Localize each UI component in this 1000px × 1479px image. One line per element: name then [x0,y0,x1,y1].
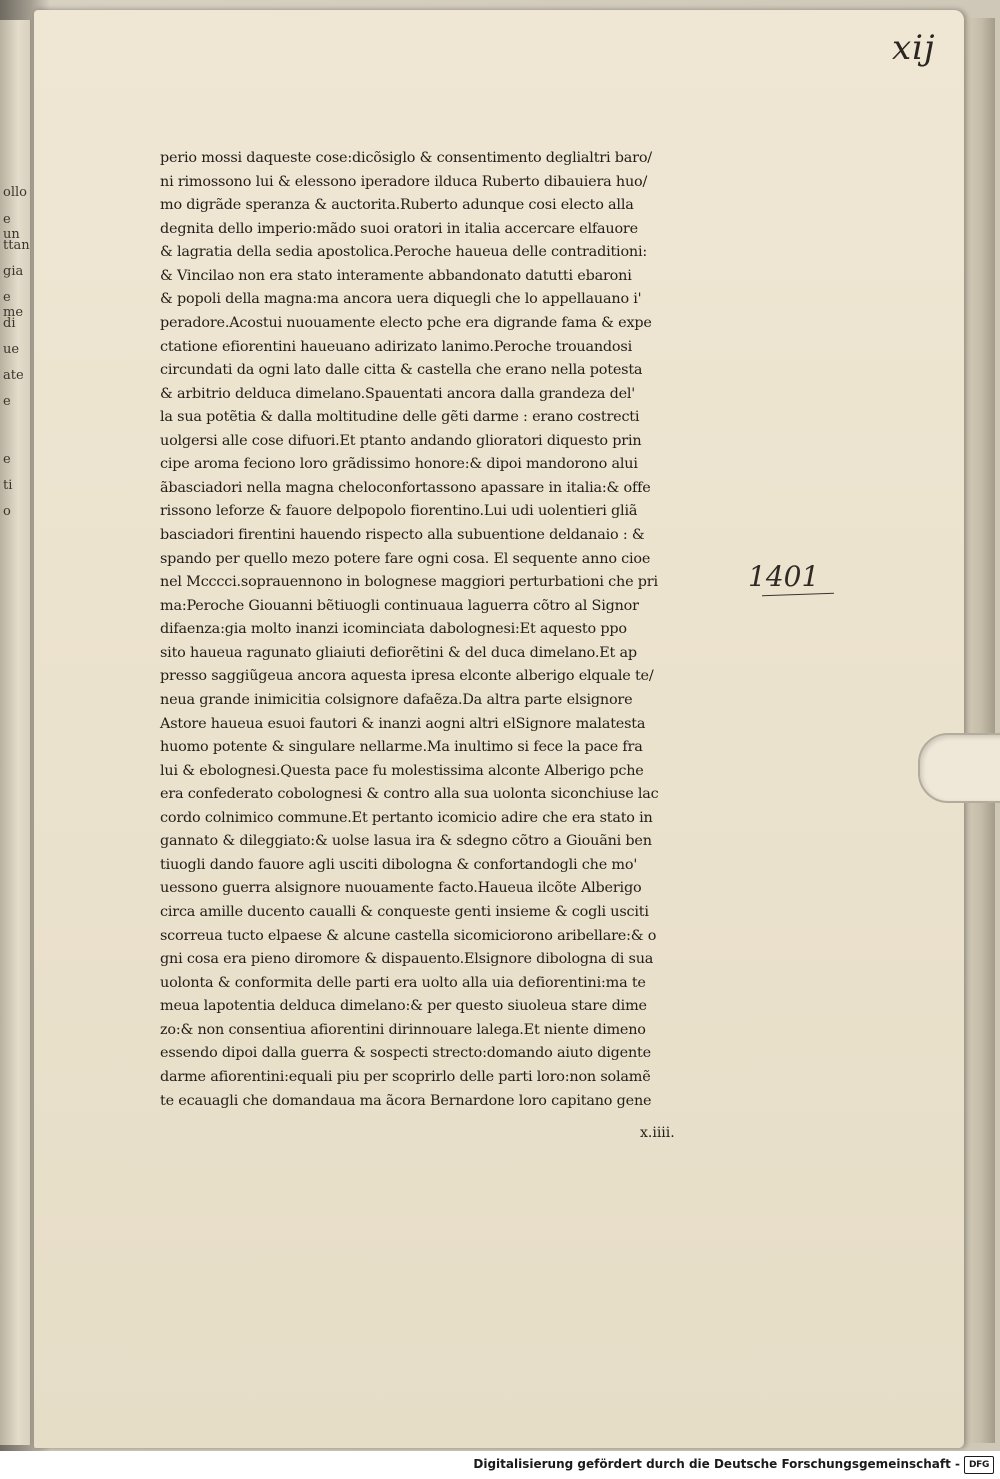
folio-number: xij [892,28,936,68]
text-line: basciadori firentini hauendo rispecto alla subuentione deldanaio : & [160,527,645,543]
previous-page-edge [0,20,31,1445]
text-line: cipe aroma feciono loro grãdissimo honore:& dipoi mandorono alui [160,456,638,473]
text-line: tiuogli dando fauore agli usciti dibologna & confortandogli che mo' [160,856,638,873]
prev-page-fragment: ue [3,342,20,357]
text-line: degnita dello imperio:mãdo suoi oratori in italia accercare elfauore [160,220,638,237]
text-line: sito haueua ragunato gliaiuti defiorẽtini & del duca dimelano.Et ap [160,644,637,661]
text-line: difaenza:gia molto inanzi icominciata dabolognesi:Et aquesto ppo [160,621,627,638]
text-line: ãbasciadori nella magna cheloconfortassono apassare in italia:& offe [160,479,651,496]
prev-page-fragment: ti [3,478,13,493]
text-line: meua lapotentia delduca dimelano:& per questo siuoleua stare dime [160,998,647,1015]
page-fore-edge [960,18,995,1443]
text-line: la sua potẽtia & dalla moltitudine delle gẽti darme : erano costrecti [160,409,640,426]
text-line: lui & ebolognesi.Questa pace fu molestissima alconte Alberigo pche [160,762,644,779]
prev-page-fragment: gia [3,264,24,279]
text-line: te ecauagli che domandaua ma ãcora Bernardone loro capitano gene [160,1092,652,1109]
text-line: peradore.Acostui nuouamente electo pche era digrande fama & expe [160,314,652,331]
text-line: uessono guerra alsignore nuouamente facto.Haueua ilcõte Alberigo [160,880,642,897]
text-line: spando per quello mezo potere fare ogni cosa. El sequente anno cioe [160,550,651,567]
body-text [160,147,730,1113]
text-line: scorreua tucto elpaese & alcune castella sicomiciorono aribellare:& o [160,927,657,944]
prev-page-fragment: e me [3,290,24,320]
text-line: rissono leforze & fauore delpopolo fiorentino.Lui udi uolentieri gliã [160,503,638,520]
footer-bar [0,1451,1000,1479]
text-line: gannato & dileggiato:& uolse lasua ira & sdegno cõtro a Giouãni ben [160,833,652,850]
text-line: huomo potente & singulare nellarme.Ma inultimo si fece la pace fra [160,739,643,756]
prev-page-fragment: ttan [3,238,30,253]
text-line: ctatione efiorentini haueuano adirizato lanimo.Peroche trouandosi [160,338,632,355]
prev-page-fragment: e [3,452,11,467]
text-line: ma:Peroche Giouanni bẽtiuogli continuaua laguerra cõtro al Signor [160,597,639,614]
prev-page-fragment: ollo [3,185,27,200]
text-line: Astore haueua esuoi fautori & inanzi aogni altri elSignore malatesta [160,715,646,732]
text-line: ni rimossono lui & elessono iperadore ilduca Ruberto dibauiera huo/ [160,173,648,190]
text-line: uolgersi alle cose difuori.Et ptanto andando glioratori diquesto prin [160,432,642,449]
prev-page-fragment: e [3,394,11,409]
footer-credit: Digitalisierung gefördert durch die Deutsche Forschungsgemeinschaft - [473,1457,960,1471]
text-line: perio mossi daqueste cose:dicõsiglo & consentimento deglialtri baro/ [160,150,652,166]
text-line: neua grande inimicitia colsignore dafaẽza.Da altra parte elsignore [160,691,633,708]
margin-year-note: 1401 [748,560,820,593]
text-line: & lagratia della sedia apostolica.Peroche haueua delle contraditioni: [160,244,648,261]
text-line: essendo dipoi dalla guerra & sospecti strecto:domando aiuto digente [160,1045,651,1062]
text-line: gni cosa era pieno diromore & dispauento.Elsignore dibologna di sua [160,951,654,968]
text-line: mo digrãde speranza & auctorita.Ruberto adunque cosi electo alla [160,197,634,214]
text-line: zo:& non consentiua afiorentini dirinnouare lalega.Et niente dimeno [160,1021,646,1038]
text-line: cordo colnimico commune.Et pertanto icomicio adire che era stato in [160,809,653,826]
signature-mark: x.iiii. [640,1125,675,1141]
text-line: circa amille ducento caualli & conqueste genti insieme & cogli usciti [160,904,649,920]
text-line: uolonta & conformita delle parti era uolto alla uia defiorentini:ma te [160,974,646,991]
dfg-logo: DFG [964,1456,994,1474]
text-line: darme afiorentini:equali piu per scoprirlo delle parti loro:non solamẽ [160,1068,651,1085]
text-line: & popoli della magna:ma ancora uera diquegli che lo appellauano i' [160,291,642,308]
prev-page-fragment: e un [3,212,20,242]
prev-page-fragment: di [3,316,16,331]
prev-page-fragment: o [3,504,11,519]
page-clip-tab [918,733,1000,803]
text-line: & arbitrio delduca dimelano.Spauentati ancora dalla grandeza del' [160,385,636,402]
text-line: circundati da ogni lato dalle citta & castella che erano nella potesta [160,362,643,379]
text-line: presso saggiũgeua ancora aquesta ipresa elconte alberigo elquale te/ [160,668,654,685]
prev-page-fragment: ate [3,368,24,383]
text-line: era confederato cobolognesi & contro alla sua uolonta siconchiuse lac [160,786,659,803]
text-line: & Vincilao non era stato interamente abbandonato datutti ebaroni [160,267,632,284]
text-line: nel Mcccci.soprauennono in bolognese maggiori perturbationi che pri [160,574,658,591]
